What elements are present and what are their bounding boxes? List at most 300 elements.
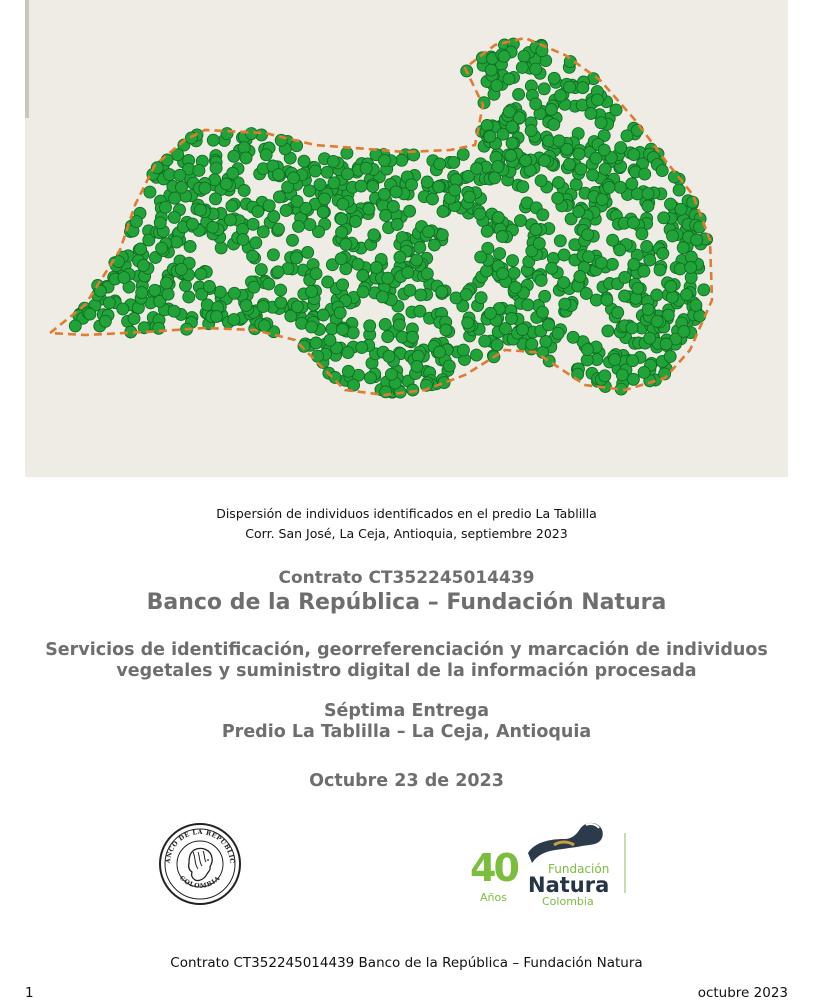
tree-dot: [581, 344, 593, 356]
natura-logo-graphic: [468, 815, 628, 911]
tree-dot: [535, 175, 547, 187]
tree-dot: [471, 349, 483, 361]
tree-dot: [595, 117, 607, 129]
tree-dot: [352, 258, 364, 270]
tree-dot: [554, 235, 566, 247]
tree-dot: [595, 257, 607, 269]
tree-dot: [160, 201, 172, 213]
tree-dot: [221, 128, 233, 140]
tree-dot: [312, 350, 324, 362]
tree-dot: [434, 158, 446, 170]
tree-dot: [396, 154, 408, 166]
tree-dot: [627, 355, 639, 367]
tree-dot: [309, 165, 321, 177]
tree-dot: [580, 288, 592, 300]
tree-dot: [342, 365, 354, 377]
tree-dot: [227, 167, 239, 179]
tree-dot: [616, 369, 628, 381]
tree-dot: [291, 252, 303, 264]
tree-dot: [543, 319, 555, 331]
tree-dot: [259, 320, 271, 332]
tree-dot: [639, 168, 651, 180]
tree-dot: [215, 242, 227, 254]
tree-dot: [194, 204, 206, 216]
tree-dot: [268, 211, 280, 223]
tree-dot: [306, 321, 318, 333]
tree-dot: [457, 344, 469, 356]
tree-dot: [267, 249, 279, 261]
tree-dot: [585, 108, 597, 120]
delivery-title: Séptima Entrega: [323, 701, 490, 721]
tree-dot: [394, 251, 406, 263]
footer-contract: Contrato CT352245014439 Banco de la República – Fundación Natura: [170, 955, 643, 971]
tree-dot: [587, 169, 599, 181]
tree-dot: [273, 169, 285, 181]
tree-dot: [136, 287, 148, 299]
tree-dot: [263, 278, 275, 290]
footer-date: octubre 2023: [697, 985, 788, 1001]
tree-dot: [443, 360, 455, 372]
tree-dot: [667, 230, 679, 242]
tree-dot: [228, 287, 240, 299]
tree-dot: [414, 242, 426, 254]
tree-dot: [642, 188, 654, 200]
tree-dot: [363, 203, 375, 215]
tree-dot: [685, 262, 697, 274]
map-edge-marker: [25, 0, 29, 118]
tree-dot: [302, 246, 314, 258]
tree-dot: [335, 253, 347, 265]
tree-dot: [247, 218, 259, 230]
tree-dot: [340, 238, 352, 250]
tree-dot: [601, 294, 613, 306]
tree-dot: [606, 258, 618, 270]
tree-dot: [393, 319, 405, 331]
dispersion-map: [25, 0, 788, 477]
tree-dot: [573, 206, 585, 218]
tree-dot: [583, 251, 595, 263]
tree-dot: [503, 73, 515, 85]
tree-dot: [657, 248, 669, 260]
tree-dot: [599, 163, 611, 175]
map-caption-line2: Corr. San José, La Ceja, Antioquia, septiembre 2023: [245, 526, 568, 541]
tree-dot: [481, 225, 493, 237]
tree-dot: [228, 314, 240, 326]
tree-dot: [180, 280, 192, 292]
tree-dot: [184, 241, 196, 253]
tree-dot: [654, 264, 666, 276]
tree-dot: [252, 206, 264, 218]
tree-dot: [540, 336, 552, 348]
tree-dot: [357, 270, 369, 282]
tree-dot: [516, 61, 528, 73]
tree-dot: [498, 50, 510, 62]
tree-dot: [614, 244, 626, 256]
tree-dot: [168, 211, 180, 223]
tree-dot: [69, 320, 81, 332]
tree-dot: [255, 264, 267, 276]
tree-dot: [224, 214, 236, 226]
tree-dot: [664, 351, 676, 363]
tree-dot: [237, 234, 249, 246]
tree-dot: [460, 289, 472, 301]
tree-dot: [207, 221, 219, 233]
tree-dot: [288, 172, 300, 184]
tree-dot: [298, 155, 310, 167]
tree-dot: [478, 97, 490, 109]
tree-dot: [257, 301, 269, 313]
tree-dot: [319, 193, 331, 205]
tree-dot: [342, 347, 354, 359]
tree-dot: [327, 155, 339, 167]
tree-dot: [263, 200, 275, 212]
tree-dot: [642, 200, 654, 212]
tree-dot: [383, 350, 395, 362]
tree-dot: [690, 299, 702, 311]
tree-dot: [632, 282, 644, 294]
tree-dot: [341, 147, 353, 159]
fundacion-natura-logo: [468, 815, 628, 911]
tree-dot: [247, 250, 259, 262]
svg-text:Fundación: Fundación: [548, 862, 610, 876]
svg-text:40: 40: [470, 846, 517, 890]
tree-dot: [310, 268, 322, 280]
tree-dot: [494, 248, 506, 260]
tree-dot: [310, 337, 322, 349]
tree-dot: [463, 191, 475, 203]
tree-dot: [337, 198, 349, 210]
tree-dot: [379, 319, 391, 331]
tree-dot: [113, 256, 125, 268]
tree-dot: [210, 162, 222, 174]
tree-dot: [144, 186, 156, 198]
tree-dot: [471, 163, 483, 175]
tree-dot: [415, 289, 427, 301]
tree-dot: [421, 268, 433, 280]
tree-dot: [598, 144, 610, 156]
tree-dot: [169, 192, 181, 204]
tree-dot: [677, 242, 689, 254]
tree-dot: [636, 228, 648, 240]
tree-dot: [592, 94, 604, 106]
tree-dot: [485, 64, 497, 76]
tree-dot: [548, 119, 560, 131]
tree-dot: [665, 198, 677, 210]
tree-dot: [538, 83, 550, 95]
tree-dot: [691, 234, 703, 246]
tree-dot: [207, 134, 219, 146]
tree-dot: [428, 239, 440, 251]
tree-dot: [545, 104, 557, 116]
tree-dot: [349, 216, 361, 228]
tree-dot: [183, 291, 195, 303]
tree-dot: [287, 234, 299, 246]
tree-dot: [577, 82, 589, 94]
tree-dot: [203, 281, 215, 293]
tree-dot: [379, 154, 391, 166]
tree-dot: [273, 223, 285, 235]
tree-dot: [553, 135, 565, 147]
tree-dot: [489, 172, 501, 184]
tree-dot: [356, 342, 368, 354]
page-number: 1: [25, 985, 34, 1001]
contract-number: Contrato CT352245014439: [278, 568, 535, 588]
tree-dot: [370, 262, 382, 274]
delivery-site: Predio La Tablilla – La Ceja, Antioquia: [221, 722, 592, 742]
tree-dot: [567, 331, 579, 343]
tree-dot: [539, 155, 551, 167]
tree-dot: [411, 254, 423, 266]
tree-dot: [575, 163, 587, 175]
tree-dot: [484, 307, 496, 319]
tree-dot: [174, 169, 186, 181]
tree-dot: [84, 308, 96, 320]
tree-dot: [615, 142, 627, 154]
tree-dot: [651, 289, 663, 301]
tree-dot: [321, 166, 333, 178]
tree-dot: [153, 322, 165, 334]
tree-dot: [449, 184, 461, 196]
tree-dot: [610, 104, 622, 116]
tree-dot: [99, 315, 111, 327]
tree-dot: [666, 291, 678, 303]
tree-dot: [563, 158, 575, 170]
tree-dot: [137, 259, 149, 271]
tree-dot: [433, 181, 445, 193]
tree-dot: [367, 181, 379, 193]
svg-text:COLOMBIA: COLOMBIA: [178, 874, 222, 890]
tree-dot: [673, 184, 685, 196]
tree-dot: [520, 155, 532, 167]
tree-dot: [474, 208, 486, 220]
tree-dot: [537, 306, 549, 318]
tree-dot: [322, 276, 334, 288]
tree-dot: [250, 237, 262, 249]
tree-dot: [220, 178, 232, 190]
tree-dot: [526, 338, 538, 350]
tree-dot: [552, 192, 564, 204]
tree-dot: [497, 268, 509, 280]
tree-dot: [481, 265, 493, 277]
tree-dot: [660, 338, 672, 350]
tree-dot: [376, 291, 388, 303]
service-line1: Servicios de identificación, georreferenciación y marcación de individuos: [45, 640, 768, 660]
tree-dot: [506, 137, 518, 149]
tree-dot: [574, 271, 586, 283]
tree-dot: [161, 277, 173, 289]
svg-text:Colombia: Colombia: [542, 895, 594, 908]
tree-dot: [156, 242, 168, 254]
tree-dot: [559, 298, 571, 310]
tree-dot: [681, 289, 693, 301]
tree-dot: [479, 335, 491, 347]
tree-dot: [603, 181, 615, 193]
tree-dot: [436, 286, 448, 298]
tree-dot: [609, 354, 621, 366]
tree-dot: [421, 176, 433, 188]
tree-dot: [651, 315, 663, 327]
tree-dot: [599, 370, 611, 382]
tree-dot: [402, 267, 414, 279]
tree-dot: [698, 284, 710, 296]
service-line2: vegetales y suministro digital de la información procesada: [116, 661, 697, 681]
tree-dot: [539, 290, 551, 302]
tree-dot: [582, 229, 594, 241]
banrep-seal-icon: [158, 822, 242, 906]
tree-dot: [491, 339, 503, 351]
tree-dot: [552, 327, 564, 339]
tree-dot: [628, 258, 640, 270]
tree-dot: [238, 185, 250, 197]
tree-dot: [380, 210, 392, 222]
tree-dot: [154, 217, 166, 229]
tree-dot: [103, 297, 115, 309]
tree-dot: [423, 226, 435, 238]
tree-dot: [437, 206, 449, 218]
tree-dot: [535, 274, 547, 286]
tree-dot: [306, 286, 318, 298]
tree-dot: [275, 284, 287, 296]
tree-dot: [515, 215, 527, 227]
tree-dot: [462, 317, 474, 329]
tree-dot: [355, 180, 367, 192]
tree-dot: [168, 305, 180, 317]
tree-dot: [484, 131, 496, 143]
tree-dot: [334, 307, 346, 319]
banrep-logo: [158, 822, 242, 906]
tree-dot: [612, 307, 624, 319]
tree-dot: [553, 177, 565, 189]
tree-dot: [118, 272, 130, 284]
tree-dot: [506, 121, 518, 133]
tree-dot: [162, 288, 174, 300]
tree-dot: [337, 279, 349, 291]
tree-dot: [117, 303, 129, 315]
tree-dot: [187, 218, 199, 230]
tree-dot: [385, 368, 397, 380]
svg-text:BANCO DE LA REPÚBLICA: ANCO DE LA REPÚBLIC: [164, 828, 236, 865]
tree-dot: [364, 320, 376, 332]
tree-dot: [199, 182, 211, 194]
tree-dot: [171, 236, 183, 248]
tree-dot: [517, 324, 529, 336]
svg-text:Natura: Natura: [528, 873, 610, 897]
tree-dot: [193, 164, 205, 176]
tree-dot: [518, 50, 530, 62]
tree-dot: [404, 284, 416, 296]
tree-dot: [337, 324, 349, 336]
tree-dot: [665, 280, 677, 292]
map-caption-line1: Dispersión de individuos identificados en el predio La Tablilla: [216, 506, 597, 521]
tree-dot: [505, 150, 517, 162]
tree-dot: [411, 360, 423, 372]
tree-dot: [507, 255, 519, 267]
tree-dot: [291, 195, 303, 207]
tree-dot: [627, 217, 639, 229]
tree-dot: [628, 149, 640, 161]
tree-dot: [491, 80, 503, 92]
tree-dot: [619, 290, 631, 302]
tree-dot: [382, 272, 394, 284]
tree-dot: [644, 332, 656, 344]
tree-dot: [626, 178, 638, 190]
tree-dot: [537, 209, 549, 221]
tree-dot: [328, 177, 340, 189]
tree-dot: [336, 226, 348, 238]
tree-dot: [656, 165, 668, 177]
tree-dot: [390, 186, 402, 198]
tree-dot: [641, 241, 653, 253]
tree-dot: [481, 120, 493, 132]
tree-dot: [427, 193, 439, 205]
tree-dot: [135, 243, 147, 255]
tree-dot: [517, 181, 529, 193]
tree-dot: [638, 366, 650, 378]
tree-dot: [382, 331, 394, 343]
tree-dot: [128, 313, 140, 325]
tree-dot: [503, 106, 515, 118]
tree-dot: [273, 191, 285, 203]
tree-dot: [506, 313, 518, 325]
contract-parties: Banco de la República – Fundación Natura: [146, 590, 667, 615]
tree-dot: [304, 219, 316, 231]
tree-dot: [293, 220, 305, 232]
tree-dot: [414, 305, 426, 317]
tree-dot: [360, 162, 372, 174]
tree-dot: [533, 237, 545, 249]
tree-dot: [275, 297, 287, 309]
report-date: Octubre 23 de 2023: [309, 771, 504, 791]
tree-dot: [314, 179, 326, 191]
tree-dot: [522, 299, 534, 311]
tree-dot: [530, 63, 542, 75]
svg-text:Años: Años: [480, 891, 507, 904]
tree-dot: [407, 331, 419, 343]
tree-dot: [248, 281, 260, 293]
tree-dot: [658, 212, 670, 224]
tree-dot: [674, 263, 686, 275]
tree-dot: [678, 325, 690, 337]
tree-dot: [434, 346, 446, 358]
tree-dot: [492, 212, 504, 224]
tree-dot: [619, 271, 631, 283]
tree-dot: [530, 98, 542, 110]
tree-dot: [317, 206, 329, 218]
tree-dot: [596, 194, 608, 206]
tree-dot: [304, 185, 316, 197]
tree-dot: [475, 251, 487, 263]
tree-dot: [175, 263, 187, 275]
tree-dot: [564, 81, 576, 93]
tree-dot: [280, 205, 292, 217]
tree-dot: [642, 304, 654, 316]
tree-dot: [291, 301, 303, 313]
tree-dot: [357, 286, 369, 298]
tree-dot: [548, 72, 560, 84]
tree-dot: [457, 148, 469, 160]
tree-dot: [368, 229, 380, 241]
tree-dot: [210, 193, 222, 205]
tree-dot: [602, 325, 614, 337]
tree-dot: [513, 88, 525, 100]
tree-dot: [492, 161, 504, 173]
tree-dot: [558, 249, 570, 261]
tree-dot: [525, 125, 537, 137]
tree-dot: [378, 188, 390, 200]
tree-dot: [364, 372, 376, 384]
map-canvas: [25, 0, 788, 477]
tree-dots-layer: [69, 38, 712, 398]
